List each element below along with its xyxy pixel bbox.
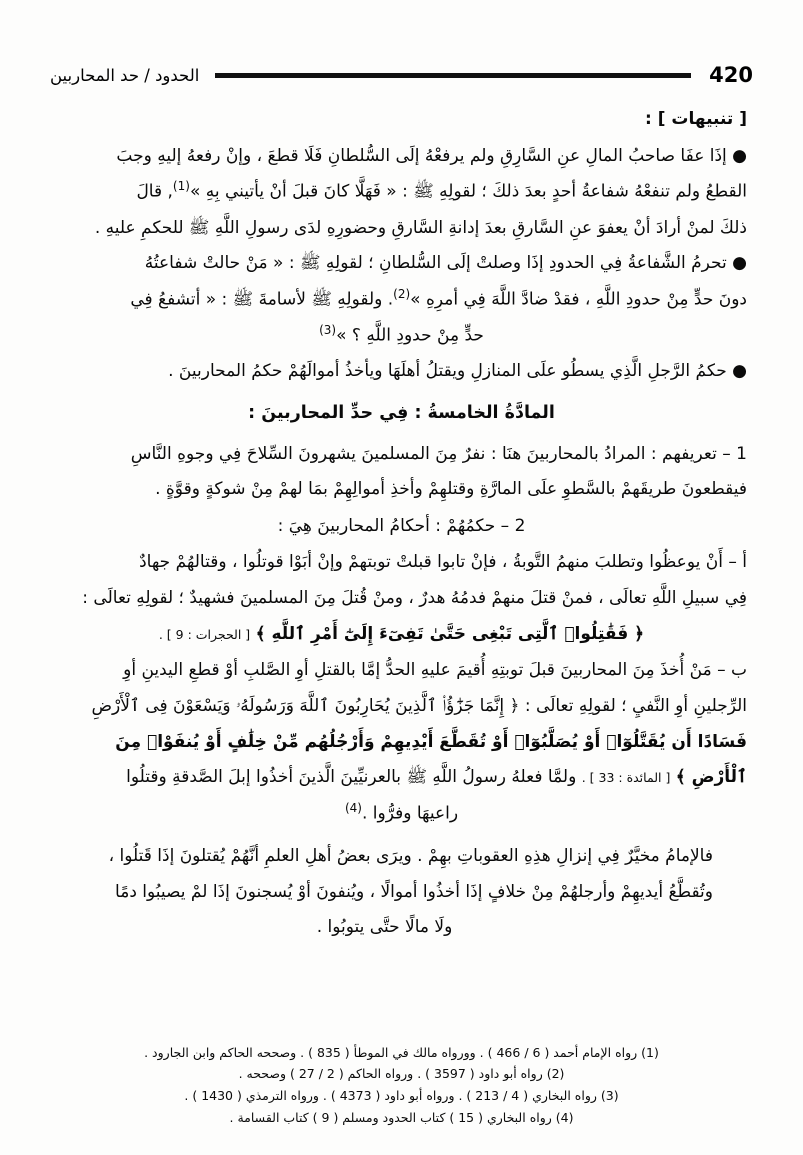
footnote-3: (3) رواه البخاري ( 4 / 213 ) . ورواه أبو داود ( 4373 ) . ورواه الترمذي ( 1430 ) . [184,1088,619,1104]
bullet-1-line-3: ذلكَ لمنْ أرادَ أنْ يعفوَ عنِ السَّارقِ بعدَ إدانةِ السَّارقِ وحضورِهِ لدَى رسولِ اللَّهِ ﷺ للحكمِ عليهِ . [94,217,747,238]
bullet-item-3 [56,355,747,388]
quran-verse-maidah-end: ٱلْأَرْضِ ﴾ [675,767,747,788]
tanbihat-label: [ تنبيهات ] [657,109,747,129]
item-definition [56,438,747,506]
bullet-2-line-2-text: دونَ حدٍّ مِنْ حدودِ اللَّهِ ، فقدْ ضادَّ اللَّهَ فِي أمرِهِ » [410,289,747,310]
quran-verse-hujurat: ﴿ فَقَٰتِلُوا۟ ٱلَّتِى تَبْغِى حَتَّىٰ تَفِىٓءَ إِلَىٰٓ أَمْرِ ٱللَّهِ ﴾ [255,623,645,644]
bullet-2-line-3-text: حدٍّ مِنْ حدودِ اللَّهِ ؟ » [336,325,484,346]
closing-line-2: وتُقطَّعُ أيديهِمْ وأرجلهُمْ مِنْ خلافٍ إذَا أخذُوا أموالًا ، ويُنفونَ أوْ يُسجنونَ إذَا لمْ يصيبُوا دمًا [115,881,713,902]
item-1-line-2: فيقطعونَ طريقَهمْ بالسَّطوِ علَى المارَّةِ وقتلهِمْ وأخذِ أموالِهِمْ بمَا لهمْ مِنْ شوكةٍ وقوَّةٍ . [155,479,747,500]
item-b-line-3: فَسَادًا أَن يُقَتَّلُوٓا۟ أَوْ يُصَلَّبُوٓا۟ أَوْ تُقَطَّعَ أَيْدِيهِمْ وَأَرْجُلُهُم مِّنْ خِلَٰفٍ أَوْ يُنفَوْا۟ مِنَ [115,731,747,752]
verse-reference-hujurat: [ الحجرات : 9 ] . [158,626,251,642]
bullet-2-tail: . ولقولِهِ ﷺ لأسامةَ ﷺ : « أتشفعُ فِي [130,289,394,310]
bullet-2-line-2 [56,283,747,316]
section-heading: المادَّةُ الخامسةُ : فِي حدِّ المحاربينَ : [248,402,555,423]
closing-line-1: فالإمامُ مخيَّرٌ فِي إنزالِ هذِهِ العقوباتِ بهِمْ . ويرَى بعضُ أهلِ العلمِ أنَّهُمْ يُقتلونَ إذَا قَتلُوا ، [108,846,713,867]
footnote-marker-4: (4) [344,800,362,815]
page-number: 420 [709,63,753,87]
bullet-1-line-2-text: القطعُ ولم تنفعْهُ شفاعةُ أحدٍ بعدَ ذلكَ ؛ لقولِهِ ﷺ : « فَهَلَّا كانَ قبلَ أنْ يأتيني بِهِ » [189,181,747,202]
item-a [56,546,747,650]
page-content [56,103,747,948]
bullet-item-2 [56,247,747,352]
bullet-1-tail: , قالَ [136,181,173,202]
bullet-item-1 [56,140,747,245]
tanbihat-colon: : [645,109,658,129]
item-rulings [56,510,747,543]
bullet-3-line-1: ● حكمُ الرَّجلِ الَّذِي يسطُو علَى المنازلِ ويقتلُ أهلَهَا ويأخذُ أموالَهُمْ حكمُ المحاربينَ . [168,361,747,382]
footnote-marker-2: (2) [393,286,411,301]
item-2-line-1: 2 – حكمُهُمْ : أحكامُ المحاربينَ هِيَ : [277,515,526,536]
closing-line-3: ولَا مالًا حتَّى يتوبُوا . [316,917,453,938]
item-1-line-1: 1 – تعريفهم : المرادُ بالمحاربينَ هنَا : نفرٌ مِنَ المسلمينَ يشهرونَ السِّلاحَ فِي وجوهِ النَّاسِ [130,443,747,464]
footnote-4: (4) رواه البخاري ( 15 ) كتاب الحدود ومسلم ( 9 ) كتاب القسامة . [229,1110,574,1126]
header-divider-rule [215,73,691,78]
item-a-line-2: فِي سبيلِ اللَّهِ تعالَى ، فمنْ قتلَ منهمْ فدمُهُ هدرٌ ، ومنْ قُتلَ مِنَ المسلمينَ فشهيدٌ ؛ لقولِهِ تعالَى : [82,588,747,609]
item-a-line-1: أ – أَنْ يوعظُوا وتطلبَ منهمُ التَّوبةُ ، فإنْ تابوا قبلتْ توبتهمْ وإنْ أبَوْا قوتلُوا ، وقتالهُمْ جهادٌ [139,552,747,573]
footnotes-section [56,1042,747,1130]
footnote-marker-1: (1) [172,179,190,194]
verse-reference-maidah: [ المائدة : 33 ] . [581,770,671,786]
page-header [50,58,753,92]
item-b-tail-line-2: راعيهَا وفرُّوا . [361,803,459,824]
item-a-ayah-line [56,618,747,651]
item-b-line-2: الرِّجلينِ أوِ النَّفيِ ؛ لقولِهِ تعالَى : ﴿ إِنَّمَا جَزَٰٓؤُا۟ ٱلَّذِينَ يُحَارِبُونَ ٱللَّهَ وَرَسُولَهُۥ وَيَسْعَوْنَ فِى ٱلْأَرْضِ [91,695,747,716]
item-b-tail-line-1: ولمَّا فعلهُ رسولُ اللَّهِ ﷺ بالعرنيِّينَ الَّذينَ أخذُوا إبلَ الصَّدقةِ وقتلُوا [126,767,577,788]
bullet-2-line-3 [56,319,747,352]
item-b-line-4 [56,761,747,794]
tanbihat-heading [56,103,747,136]
bullet-2-line-1: ● تحرمُ الشَّفاعةُ فِي الحدودِ إذَا وصلتْ إلَى السُّلطانِ ؛ لقولِهِ ﷺ : « مَنْ حالتْ شفاعتُهُ [144,253,747,274]
item-b [56,654,747,830]
footnote-2: (2) رواه أبو داود ( 3597 ) . ورواه الحاكم ( 2 / 27 ) وصححه . [238,1066,565,1082]
bullet-1-line-1: ● إذَا عفَا صاحبُ المالِ عنِ السَّارِقِ ولم يرفعْهُ إلَى السُّلطانِ فَلَا قطعَ ، وإنْ رفعهُ إليهِ وجبَ [116,145,747,166]
header-title: الحدود / حد المحاربين [50,65,200,85]
item-b-line-5 [56,797,747,830]
item-b-line-1: ب – مَنْ أُخذَ مِنَ المحاربينَ قبلَ توبتِهِ أُقيمَ عليهِ الحدُّ إمَّا بالقتلِ أوِ الصَّلبِ أوْ قطعِ اليدينِ أوِ [123,660,747,681]
bullet-1-line-2 [56,175,747,208]
footnote-marker-3: (3) [319,323,337,338]
footnote-1: (1) رواه الإمام أحمد ( 6 / 466 ) . وورواه مالك في الموطأ ( 835 ) . وصححه الحاكم وابن الجارود . [144,1044,659,1060]
closing-paragraph [56,840,747,944]
